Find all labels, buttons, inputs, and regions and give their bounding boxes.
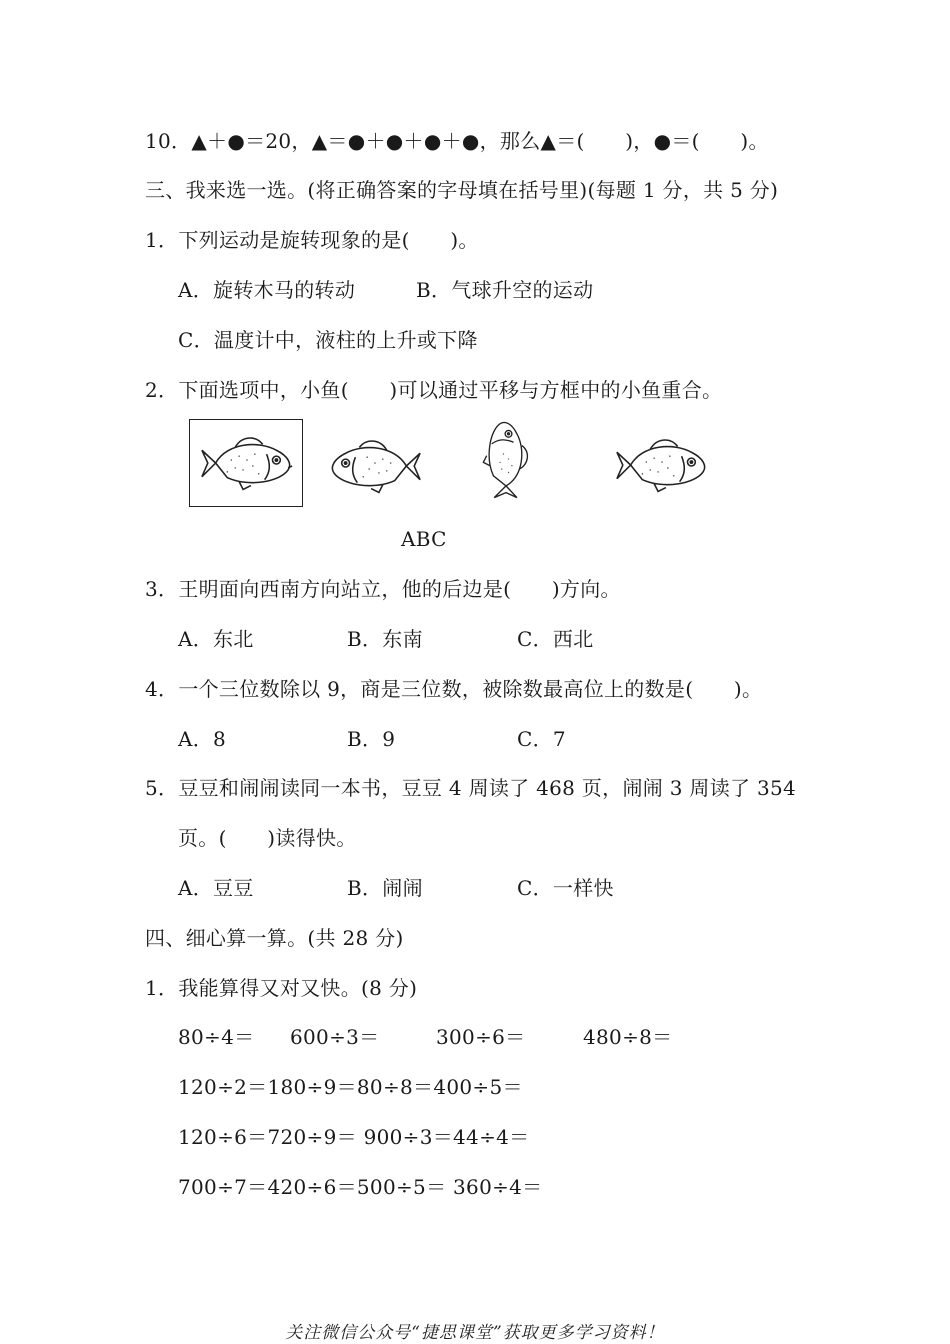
q5-option-b: B．闹闹 — [347, 876, 423, 900]
q5-stem-line2: 页。( )读得快。 — [178, 826, 357, 850]
q1-option-a: A．旋转木马的转动 — [178, 278, 356, 302]
q3-stem: 3．王明面向西南方向站立，他的后边是( )方向。 — [145, 577, 621, 601]
q2-stem: 2．下面选项中，小鱼( )可以通过平移与方框中的小鱼重合。 — [145, 378, 723, 402]
q1-option-b: B．气球升空的运动 — [416, 278, 594, 302]
option-a-fish-icon — [326, 433, 424, 499]
q1-stem: 1．下列运动是旋转现象的是( )。 — [145, 228, 479, 252]
calc-row1-item: 80÷4＝ — [178, 1025, 255, 1049]
reference-fish-icon — [198, 430, 296, 496]
q4-option-b: B．9 — [347, 727, 396, 751]
q5-option-a: A．豆豆 — [178, 876, 254, 900]
calc-row4: 700÷7＝420÷6＝500÷5＝ 360÷4＝ — [178, 1175, 543, 1199]
calc-row2: 120÷2＝180÷9＝80÷8＝400÷5＝ — [178, 1075, 523, 1099]
s4-q1-title: 1．我能算得又对又快。(8 分) — [145, 976, 418, 1000]
q5-option-c: C．一样快 — [517, 876, 614, 900]
footer-note: 关注微信公众号“捷思课堂”获取更多学习资料！ — [285, 1323, 665, 1343]
q4-option-c: C．7 — [517, 727, 566, 751]
q4-stem: 4．一个三位数除以 9，商是三位数，被除数最高位上的数是( )。 — [145, 677, 763, 701]
question-10: 10．▲＋●＝20，▲＝●＋●＋●＋●，那么▲＝( )，●＝( )。 — [145, 129, 769, 153]
section-4-heading: 四、细心算一算。(共 28 分) — [145, 926, 404, 950]
option-b-fish-icon — [476, 417, 536, 501]
calc-row1-item: 480÷8＝ — [583, 1025, 673, 1049]
calc-row1-item: 300÷6＝ — [436, 1025, 526, 1049]
q4-option-a: A．8 — [178, 727, 227, 751]
q3-option-a: A．东北 — [178, 627, 254, 651]
q1-option-c: C．温度计中，液柱的上升或下降 — [178, 328, 478, 352]
section-3-heading: 三、我来选一选。(将正确答案的字母填在括号里)(每题 1 分，共 5 分) — [145, 178, 779, 202]
q3-option-b: B．东南 — [347, 627, 423, 651]
calc-row3: 120÷6＝720÷9＝ 900÷3＝44÷4＝ — [178, 1125, 530, 1149]
q3-option-c: C．西北 — [517, 627, 594, 651]
reference-fish-frame — [189, 419, 303, 507]
q5-stem-line1: 5．豆豆和闹闹读同一本书，豆豆 4 周读了 468 页，闹闹 3 周读了 354 — [145, 776, 797, 800]
q2-option-labels: ABC — [401, 527, 447, 551]
calc-row1-item: 600÷3＝ — [290, 1025, 380, 1049]
option-c-fish-icon — [613, 432, 711, 498]
